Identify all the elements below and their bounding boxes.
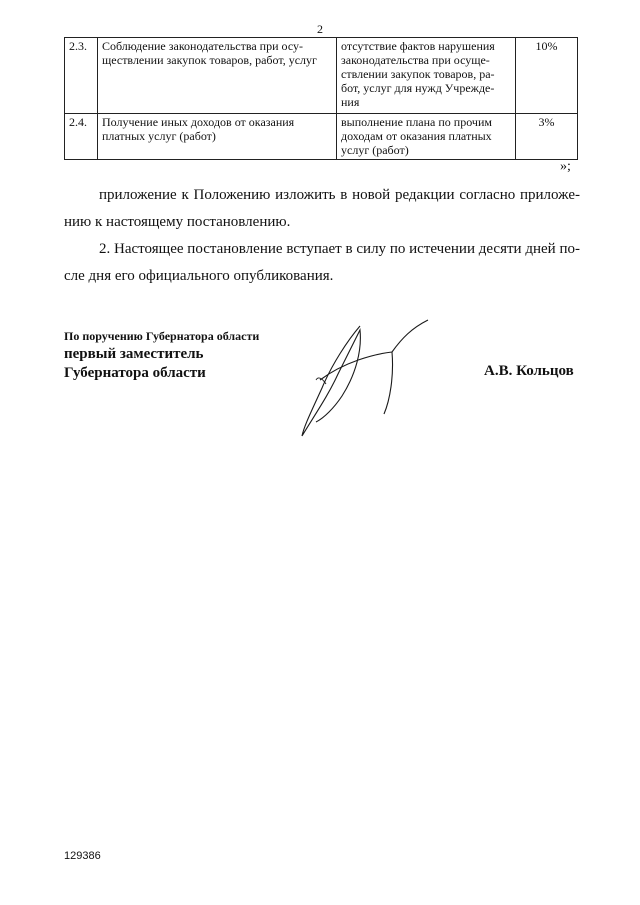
closing-quote: »; [560,159,571,174]
signature-position [64,345,206,383]
criterion-indicator: отсутствие фактов нарушения законодательства при осуще-ствлении закупок товаров, ра-бот, услуг для нужд Учрежде-ния [337,38,516,114]
table-row [65,38,578,114]
signature-position-line1: первый заместитель [64,346,204,362]
row-number: 2.4. [65,114,98,160]
criterion-percent: 10% [516,38,578,114]
page-number: 2 [317,22,323,36]
criteria-table [64,37,578,160]
row-number: 2.3. [65,38,98,114]
document-code: 129386 [64,850,101,862]
paragraph-amendment: приложение к Положению изложить в новой редакции согласно приложе-нию к настоящему постановлению. [64,187,580,230]
signature-order-line: По поручению Губернатора области [64,329,260,343]
criterion-name: Соблюдение законодательства при осу-ществлении закупок товаров, работ, услуг [98,38,337,114]
criterion-indicator: выполнение плана по прочим доходам от оказания платных услуг (работ) [337,114,516,160]
signatory-name: А.В. Кольцов [484,363,574,379]
signature-position-line2: Губернатора области [64,365,206,381]
table-row [65,114,578,160]
paragraph-effective-date: 2. Настоящее постановление вступает в силу по истечении десяти дней по-сле дня его официального опубликования. [64,241,580,284]
criterion-percent: 3% [516,114,578,160]
criterion-name: Получение иных доходов от оказания платных услуг (работ) [98,114,337,160]
handwritten-signature [292,318,442,444]
